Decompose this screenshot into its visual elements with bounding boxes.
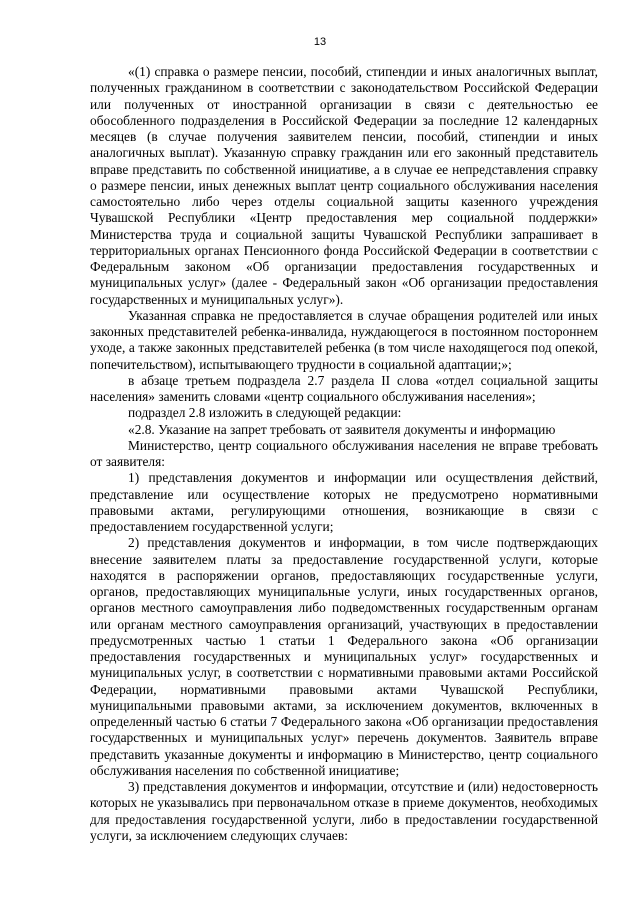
section-heading-2-8: «2.8. Указание на запрет требовать от заявителя документы и информацию <box>128 421 556 437</box>
paragraph-ministry-prohibition: Министерство, центр социального обслуживания населения не вправе требовать от заявителя: <box>90 437 598 469</box>
paragraph-certificate-exception: Указанная справка не предоставляется в случае обращения родителей или иных законных представителей ребенка-инвалида, нуждающегося в постоянном постороннем уходе, а также законных представителей ребенка (в том числе находящегося под опекой, попечительством), испытывающего трудности в социальной адаптации;»; <box>90 307 598 372</box>
list-item-1: 1) представления документов и информации или осуществления действий, представление или осуществление которых не предусмотрено нормативными правовыми актами, регулирующими отношения, возникающие в связи с предоставлением государственной услуги; <box>90 470 598 534</box>
paragraph-pension-certificate: «(1) справка о размере пенсии, пособий, стипендии и иных аналогичных выплат, полученных гражданином в соответствии с законодательством Российской Федерации или полученных от иностранной организации в связи с деятельностью ее обособленного подразделения в Российской Федерации за последние 12 календарных месяцев (в случае получения заявителем пенсии, пособий, стипендии и иных аналогичных выплат). Указанную справку гражданин или его законный представитель вправе представить по собственной инициативе, а в случае ее непредставления справку о размере пенсии, иных денежных выплат центр социального обслуживания населения самостоятельно либо через отделы социальной защиты казенного учреждения Чувашской Республики «Центр предоставления мер социальной поддержки» Министерства труда и социальной защиты Чувашской Республики запрашивает в территориальных органах Пенсионного фонда Российской Федерации в соответствии с Федеральным законом «Об организации предоставления государственных и муниципальных услуг» (далее - Федеральный закон «Об организации предоставления государственных и муниципальных услуг»). <box>90 64 598 307</box>
page-number: 13 <box>313 36 327 48</box>
document-body <box>90 64 598 844</box>
paragraph-amendment-2-8-intro: подраздел 2.8 изложить в следующей редакции: <box>128 405 402 421</box>
paragraph-amendment-2-7: в абзаце третьем подраздела 2.7 раздела II слова «отдел социальной защиты населения» заменить словами «центр социального обслуживания населения»; <box>90 372 598 404</box>
list-item-3: 3) представления документов и информации, отсутствие и (или) недостоверность которых не указывались при первоначальном отказе в приеме документов, необходимых для предоставления государственной услуги, либо в предоставлении государственной услуги, за исключением следующих случаев: <box>90 779 598 843</box>
list-item-2: 2) представления документов и информации, в том числе подтверждающих внесение заявителем платы за предоставление государственной услуги, которые находятся в распоряжении органов, предоставляющих государственные услуги, органов, предоставляющих муниципальные услуги, иных государственных органов, органов местного самоуправления либо подведомственных государственным органам или органам местного самоуправления организаций, участвующих в предоставлении предусмотренных частью 1 статьи 1 Федерального закона «Об организации предоставления государственных и муниципальных услуг» государственных и муниципальных услуг, в соответствии с нормативными правовыми актами Российской Федерации, нормативными правовыми актами Чувашской Республики, муниципальными правовыми актами, за исключением документов, включенных в определенный частью 6 статьи 7 Федерального закона «Об организации предоставления государственных и муниципальных услуг» перечень документов. Заявитель вправе представить указанные документы и информацию в Министерство, центр социального обслуживания населения по собственной инициативе; <box>90 535 598 778</box>
